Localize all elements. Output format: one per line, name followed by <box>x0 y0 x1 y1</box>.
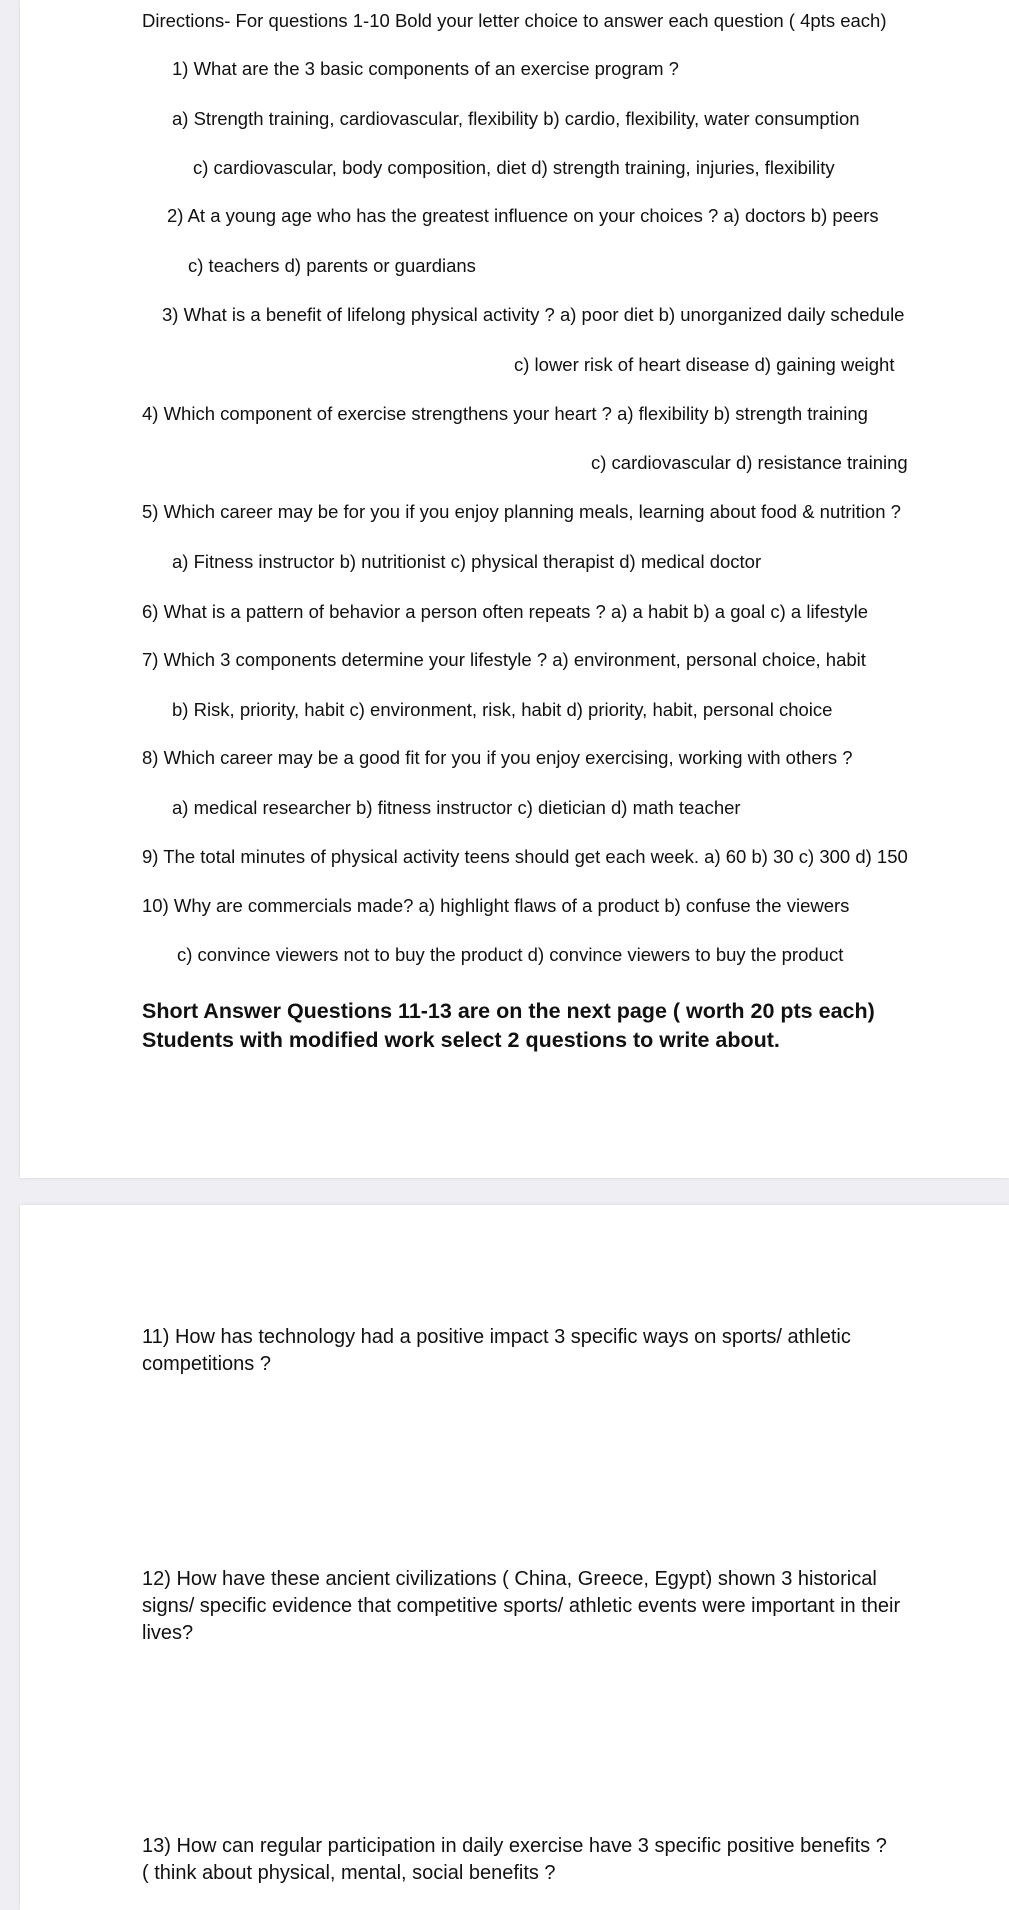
question-6: 6) What is a pattern of behavior a person often repeats ? a) a habit b) a goal c) a lifestyle <box>142 601 869 622</box>
question-8-options: a) medical researcher b) fitness instructor c) dietician d) math teacher <box>172 797 741 818</box>
modified-work-note: Students with modified work select 2 questions to write about. <box>142 1028 780 1052</box>
worksheet-page-1 <box>20 0 1009 1178</box>
question-8: 8) Which career may be a good fit for you if you enjoy exercising, working with others ? <box>142 747 853 768</box>
question-7-options-bcd: b) Risk, priority, habit c) environment, risk, habit d) priority, habit, personal choice <box>172 699 833 720</box>
question-2: 2) At a young age who has the greatest influence on your choices ? a) doctors b) peers <box>167 205 879 226</box>
question-3: 3) What is a benefit of lifelong physical activity ? a) poor diet b) unorganized daily schedule <box>162 304 905 325</box>
question-1-options-cd: c) cardiovascular, body composition, diet d) strength training, injuries, flexibility <box>193 157 835 178</box>
directions: Directions- For questions 1-10 Bold your letter choice to answer each question ( 4pts each) <box>142 10 887 31</box>
question-2-options-cd: c) teachers d) parents or guardians <box>188 255 476 276</box>
question-9: 9) The total minutes of physical activity teens should get each week. a) 60 b) 30 c) 300 d) 150 <box>142 846 908 867</box>
question-1: 1) What are the 3 basic components of an exercise program ? <box>172 58 679 79</box>
question-5: 5) Which career may be for you if you enjoy planning meals, learning about food & nutrition ? <box>142 501 901 522</box>
question-13: 13) How can regular participation in daily exercise have 3 specific positive benefits ? ( think about physical, mental, social benefits ? <box>142 1835 887 1884</box>
question-11: 11) How has technology had a positive impact 3 specific ways on sports/ athletic competitions ? <box>142 1326 851 1375</box>
short-answer-heading: Short Answer Questions 11-13 are on the next page ( worth 20 pts each) <box>142 999 875 1023</box>
question-3-options-cd: c) lower risk of heart disease d) gaining weight <box>514 354 895 375</box>
question-4-options-cd: c) cardiovascular d) resistance training <box>591 452 908 473</box>
question-5-options: a) Fitness instructor b) nutritionist c) physical therapist d) medical doctor <box>172 551 762 572</box>
question-10-options-cd: c) convince viewers not to buy the product d) convince viewers to buy the product <box>177 944 844 965</box>
question-1-options-ab: a) Strength training, cardiovascular, flexibility b) cardio, flexibility, water consumption <box>172 108 860 129</box>
question-12: 12) How have these ancient civilizations ( China, Greece, Egypt) shown 3 historical signs/ specific evidence that competitive sports/ athletic events were important in their lives? <box>142 1568 901 1644</box>
worksheet-page-2 <box>20 1205 1009 1910</box>
question-7: 7) Which 3 components determine your lifestyle ? a) environment, personal choice, habit <box>142 649 866 670</box>
question-4: 4) Which component of exercise strengthens your heart ? a) flexibility b) strength training <box>142 403 868 424</box>
question-10: 10) Why are commercials made? a) highlight flaws of a product b) confuse the viewers <box>142 895 850 916</box>
